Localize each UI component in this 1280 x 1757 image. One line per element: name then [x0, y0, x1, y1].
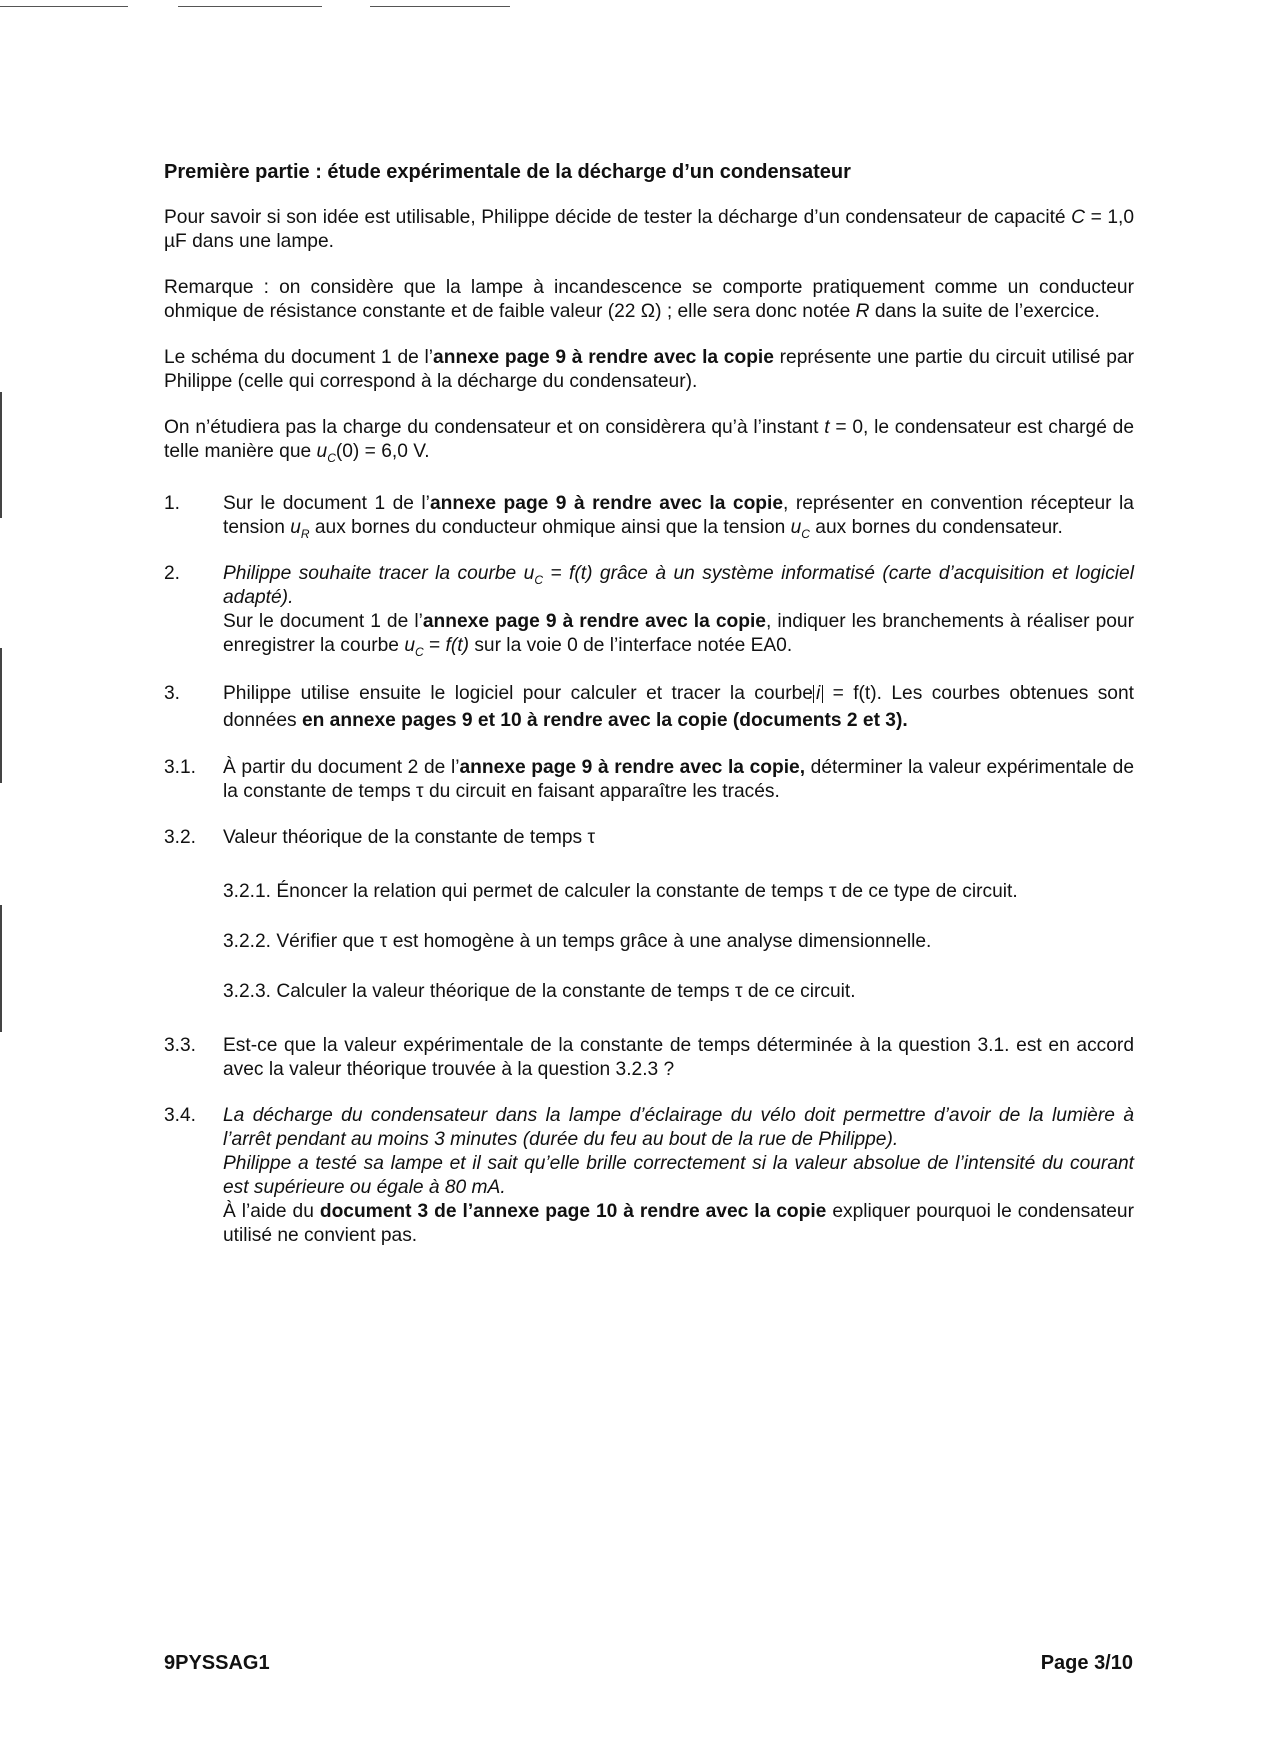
question-3-2-2: 3.2.2. Vérifier que τ est homogène à un temps grâce à une analyse dimensionnelle.	[223, 931, 932, 952]
scan-border-line	[370, 6, 510, 7]
question-number: 3.2.	[164, 827, 197, 848]
question-3-1: 3.1. À partir du document 2 de l’annexe page 9 à rendre avec la copie, déterminer la valeur expérimentale de la constante de temps τ du circuit en faisant apparaître les tracés.	[164, 757, 1134, 802]
question-number: 3.	[164, 683, 181, 704]
question-3-3: 3.3. Est-ce que la valeur expérimentale de la constante de temps déterminée à la question 3.1. est en accord avec la valeur théorique trouvée à la question 3.2.3 ?	[164, 1035, 1134, 1080]
scan-margin-mark	[0, 648, 2, 783]
scan-margin-mark	[0, 905, 2, 1032]
question-number: 1.	[164, 493, 181, 514]
question-1: 1. Sur le document 1 de l’annexe page 9 à rendre avec la copie, représenter en convention récepteur la tension $u_R$ aux bornes du conducteur ohmique ainsi que la tension $u_C$ aux bornes du condensateur.	[164, 493, 1134, 541]
charge-paragraph: On n’étudiera pas la charge du condensateur et on considèrera qu’à l’instant t = 0, le condensateur est chargé de telle manière que $u_C(0) = 6,0$ V.	[164, 417, 1135, 465]
absolute-value-i: i	[813, 685, 823, 703]
question-number: 3.4.	[164, 1105, 197, 1126]
page-number: Page 3/10	[1040, 1652, 1133, 1674]
schema-paragraph: Le schéma du document 1 de l’annexe page 9 à rendre avec la copie représente une partie du circuit utilisé par Philippe (celle qui correspond à la décharge du condensateur).	[164, 347, 1134, 392]
remark-paragraph: Remarque : on considère que la lampe à incandescence se comporte pratiquement comme un conducteur ohmique de résistance constante et de faible valeur (22 Ω) ; elle sera donc notée R dans la suite de l’exercice.	[164, 277, 1134, 322]
scan-border-line	[178, 6, 322, 7]
question-3-2: 3.2. Valeur théorique de la constante de temps τ	[164, 827, 596, 848]
scan-margin-mark	[0, 392, 2, 518]
document-code: 9PYSSAG1	[164, 1652, 270, 1674]
section-title: Première partie : étude expérimentale de la décharge d’un condensateur	[164, 161, 851, 183]
question-3-2-3: 3.2.3. Calculer la valeur théorique de la constante de temps τ de ce circuit.	[223, 981, 856, 1002]
question-3: 3. Philippe utilise ensuite le logiciel pour calculer et tracer la courbe i = f(t). Les courbes obtenues sont données en annexe pages 9 et 10 à rendre avec la copie (documents 2 et 3).	[164, 680, 1134, 734]
question-3-2-1: 3.2.1. Énoncer la relation qui permet de calculer la constante de temps τ de ce type de circuit.	[223, 881, 1018, 902]
question-2: 2. Philippe souhaite tracer la courbe $u_C = f(t)$ grâce à un système informatisé (carte d’acquisition et logiciel adapté). Sur le document 1 de l’annexe page 9 à rendre avec la copie, indiquer les branchements à réaliser pour enregistrer la courbe $u_C = f(t)$ sur la voie 0 de l’interface notée EA0.	[164, 563, 1134, 659]
question-number: 3.1.	[164, 757, 197, 778]
question-number: 3.3.	[164, 1035, 197, 1056]
question-number: 2.	[164, 563, 181, 584]
document-page	[164, 160, 1134, 1270]
question-3-4: 3.4. La décharge du condensateur dans la lampe d’éclairage du vélo doit permettre d’avoir de la lumière à l’arrêt pendant au moins 3 minutes (durée du feu au bout de la rue de Philippe). Philippe a testé sa lampe et il sait qu’elle brille correctement si la valeur absolue de l’intensité du courant est supérieure ou égale à 80 mA. À l’aide du document 3 de l’annexe page 10 à rendre avec la copie expliquer pourquoi le condensateur utilisé ne convient pas.	[164, 1105, 1134, 1246]
scan-border-line	[0, 6, 128, 7]
intro-paragraph: Pour savoir si son idée est utilisable, Philippe décide de tester la décharge d’un condensateur de capacité C = 1,0 µF dans une lampe.	[164, 207, 1134, 252]
